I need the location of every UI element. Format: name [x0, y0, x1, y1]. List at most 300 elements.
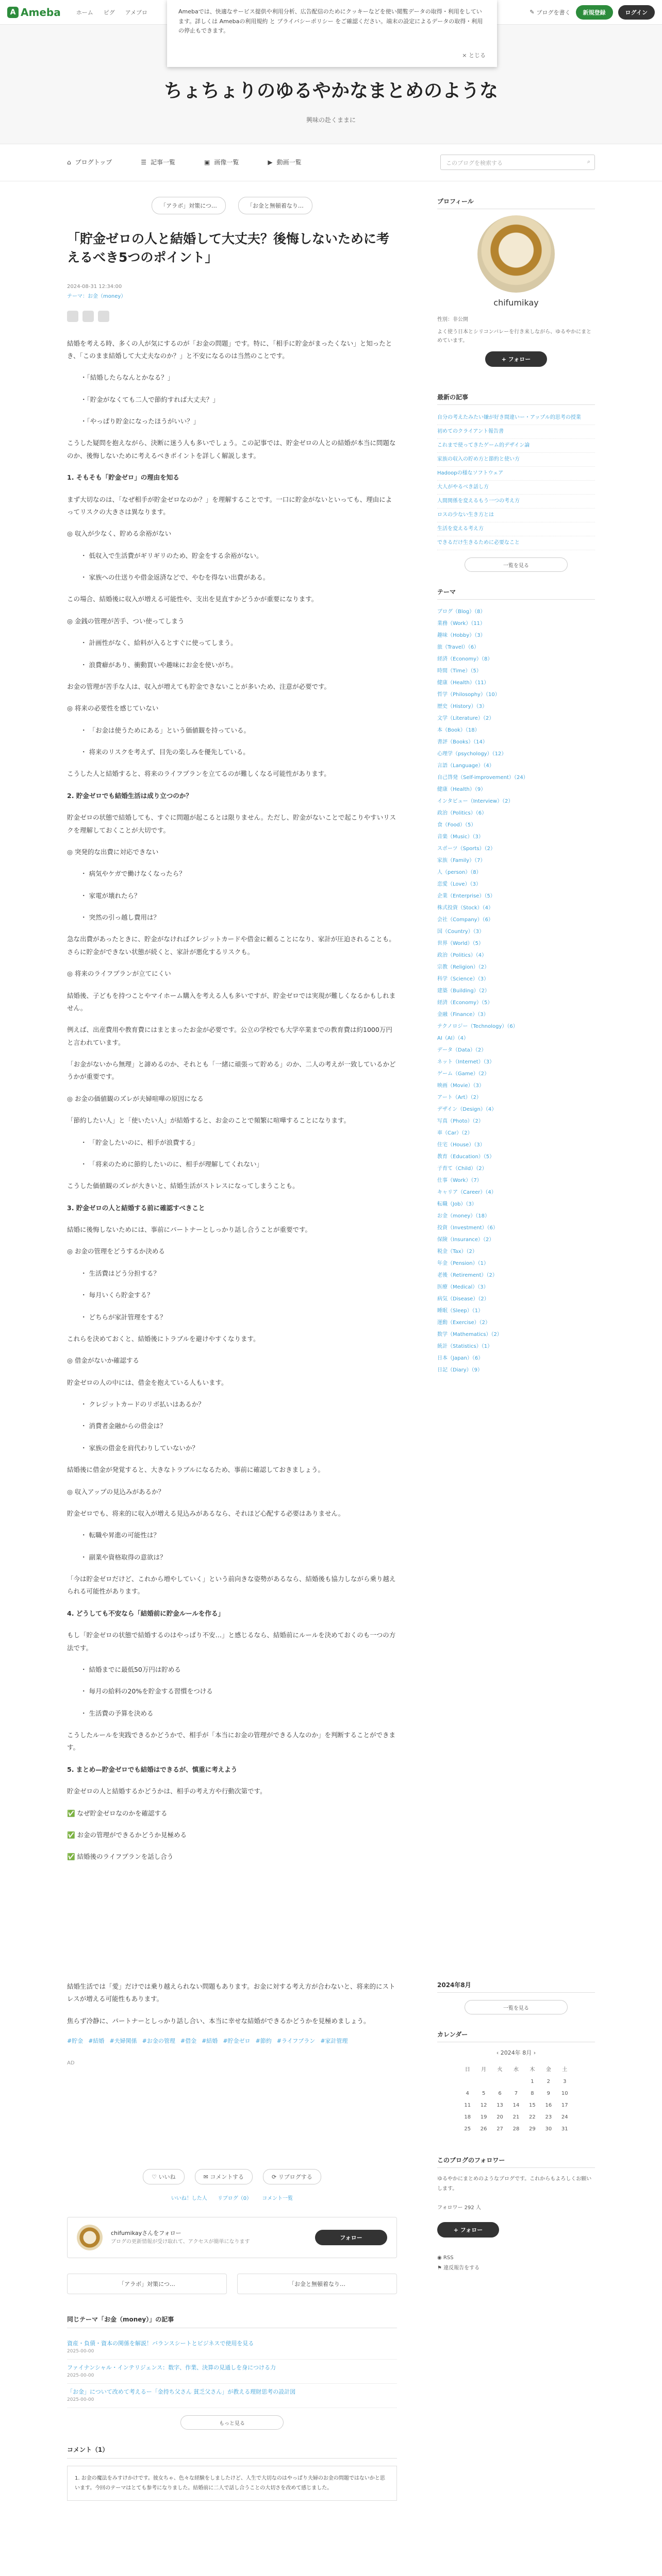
article-pager-top [67, 197, 397, 214]
article [67, 197, 397, 1873]
theme-link[interactable]: 医療（Medical）（3） [437, 1284, 489, 1290]
calendar-weekday: 金 [545, 2067, 551, 2073]
nav-image-list-label: 画像一覧 [214, 159, 239, 166]
article-paragraph: ◎ 収入アップの見込みがあるか？ [67, 1487, 165, 1496]
latest-entry-link[interactable]: 大人がやるべき話し方 [437, 481, 595, 495]
article-paragraph: ・ 「貯金したいのに、相手が浪費する」 [80, 1138, 198, 1146]
article-paragraph: こうした人と結婚すると、将来のライフプランを立てるのが難しくなる可能性があります。 [67, 770, 330, 778]
nav-ameblo[interactable]: アメブロ [125, 9, 148, 16]
hashtag-link[interactable]: #貯金 [67, 2038, 84, 2045]
pen-icon: ✎ [529, 9, 535, 15]
theme-link[interactable]: 哲学（Philosophy）（10） [437, 692, 500, 698]
hashtag-link[interactable]: #貯金ゼロ [223, 2038, 251, 2045]
article-paragraph: 2. 貯金ゼロでも結婚生活は成り立つのか？ [67, 791, 192, 800]
article-paragraph: ・「やっぱり貯金になったほうがいい？」 [80, 417, 200, 425]
theme-link[interactable]: 書評（Books）（14） [437, 739, 488, 745]
followers-text: ゆるやかにまとめのようなブログです。これからもよろしくお願いします。 [437, 2176, 592, 2192]
search-placeholder: このブログを検索する [446, 160, 503, 166]
article-paragraph: ・「結婚したらなんとかなる？」 [80, 374, 174, 382]
nav-video-list[interactable] [268, 158, 301, 166]
theme-link[interactable]: ゲーム（Game）（2） [437, 1071, 490, 1077]
article-paragraph: ・ クレジットカードのリボ払いはあるか？ [80, 1400, 205, 1408]
latest-entry-link[interactable]: できるだけ生きるために必要なこと [437, 536, 595, 550]
archive-more-button[interactable]: 一覧を見る [465, 2000, 568, 2014]
blog-title[interactable]: ちょちょりのゆるやかなまとめのような [163, 80, 498, 101]
calendar-day [492, 2076, 508, 2088]
calendar-day[interactable]: 13 [496, 2103, 503, 2108]
calendar-day[interactable]: 12 [480, 2103, 487, 2108]
theme-link[interactable]: 子育て（Child）（2） [437, 1166, 487, 1172]
followers-follow-button[interactable]: + フォロー [437, 2222, 499, 2238]
rss-icon: ◉ [437, 2255, 443, 2261]
follow-name: chifumikayさんをフォロー [111, 2230, 181, 2237]
theme-link[interactable]: 企業（Enterprise）（5） [437, 893, 495, 899]
nav-entry-list[interactable] [141, 158, 175, 166]
ameba-logo-icon: A [7, 7, 19, 18]
article-paragraph: ・ 毎月いくら貯金する？ [80, 1291, 154, 1299]
article-title: 「貯金ゼロの人と結婚して大丈夫？後悔しないために考えるべき5つのポイント」 [67, 231, 390, 265]
article-paragraph: ◎ お金の価値観のズレが夫婦喧嘩の原因になる [67, 1094, 204, 1103]
article-paragraph: この場合、結婚後に収入が増える可能性や、支出を見直すかどうかが重要になります。 [67, 595, 318, 603]
same-theme-entry[interactable] [67, 2384, 397, 2408]
latest-entry-link[interactable]: 初めてのクライアント報告書 [437, 425, 595, 439]
home-icon: ⌂ [67, 158, 71, 166]
theme-list [437, 606, 595, 1376]
register-button[interactable]: 新規登録 [576, 5, 613, 20]
share-facebook-icon[interactable] [82, 311, 94, 322]
article-paragraph: ◎ 収入が少なく、貯める余裕がない [67, 530, 172, 538]
calendar-next-icon[interactable]: › [532, 2049, 536, 2056]
theme-link[interactable]: ネット（Internet）（3） [437, 1059, 495, 1065]
calendar-day[interactable]: 9 [547, 2091, 550, 2096]
theme-link[interactable]: 歴史（History）（3） [437, 704, 487, 709]
same-theme-entry-title: 資産・負債・資本の関係を解説！バランスシートとビジネスで使用を見る [67, 2340, 254, 2347]
follow-avatar [77, 2225, 103, 2250]
like-button[interactable] [143, 2169, 184, 2184]
article-paragraph: ◎ お金の管理をどうするか決める [67, 1247, 165, 1256]
article-paragraph: もし「貯金ゼロの状態で結婚するのはやっぱり不安…」と感じるなら、結婚前にルールを決めておくのも一つの方法です。 [67, 1631, 396, 1652]
article-footer [67, 1980, 397, 2501]
article-paragraph: ✅ なぜ貯金ゼロなのかを確認する [67, 1809, 168, 1817]
profile-description: よく使う日本とシリコンバレーを行き来しながら、ゆるやかにまとめています。 [437, 329, 592, 344]
calendar-day[interactable]: 11 [464, 2103, 471, 2108]
article-paragraph: ・「貯金がなくても二人で節約すれば大丈夫？」 [80, 395, 219, 403]
theme-link[interactable]: 音楽（Music）（3） [437, 834, 484, 840]
hashtag-link[interactable]: #結婚 [88, 2038, 105, 2045]
ameba-logo-text: Ameba [21, 6, 61, 19]
share-bar [67, 311, 397, 322]
theme-link[interactable]: 車（Car）（2） [437, 1130, 473, 1136]
article-paragraph: ✅ お金の管理ができるかどうか見極める [67, 1831, 187, 1839]
article-paragraph: ・ 「お金は使うためにある」という価値観を持っている。 [80, 726, 250, 734]
article-paragraph: ・ 低収入で生活費がギリギリのため、貯金をする余裕がない。 [80, 551, 263, 560]
comment-icon: ✉ [203, 2174, 210, 2181]
theme-link[interactable]: 政治（Politics）（4） [437, 953, 487, 958]
write-blog-link[interactable] [529, 8, 570, 16]
nav-home[interactable]: ホーム [76, 9, 93, 16]
calendar-weekday: 日 [465, 2067, 470, 2073]
profile-avatar[interactable] [477, 215, 555, 293]
calendar-day[interactable]: 8 [531, 2091, 534, 2096]
article-paragraph: ・ 毎月の給料の20%を貯金する習慣をつける [80, 1687, 213, 1696]
theme-link[interactable]: AI（AI）（4） [437, 1036, 469, 1041]
hashtag-link[interactable]: #借金 [180, 2038, 197, 2045]
theme-link[interactable]: 年金（Pension）（1） [437, 1261, 489, 1266]
article-paragraph: ・ 消費者金融からの借金は？ [80, 1422, 167, 1430]
theme-link[interactable]: デザイン（Design）（4） [437, 1107, 497, 1112]
latest-more-button[interactable]: 一覧を見る [465, 557, 568, 572]
theme-link[interactable]: 運動（Exercise）（2） [437, 1320, 490, 1326]
calendar-day[interactable]: 22 [529, 2114, 536, 2120]
same-theme-entry-date: 2025-00-00 [67, 2372, 94, 2378]
article-paragraph: 「今は貯金ゼロだけど、これから増やしていく」という前向きな姿勢があるなら、結婚後も協力しながら乗り越えられる可能性があります。 [67, 1575, 396, 1596]
calendar-grid [459, 2062, 573, 2135]
prev-entry-pill[interactable]: 「アラボ」対策につ… [152, 197, 226, 214]
article-paragraph: 4. どうしても不安なら「結婚前に貯金ルールを作る」 [67, 1609, 225, 1617]
image-icon: ▣ [204, 158, 210, 166]
hashtag-link[interactable]: #節約 [255, 2038, 272, 2045]
comment-item: 1. お金の魔法をみすけかけです。彼女ちゃ、色々な経験をしましたけど、人生で大切なのはやっぱり夫婦のお金の問題ではないかと思います。今回のテーマはとても参考になりました。結婚前に二人で話し合うことの大切さを改めて感じました。 [67, 2466, 397, 2501]
article-paragraph: 急な出費があったときに、貯金がなければクレジットカードや借金に頼ることになり、家計が圧迫されることも。さらに貯金ができない状態が続くと、家計が悪化するリスクも。 [67, 935, 395, 956]
article-paragraph: ✅ 結婚後のライフプランを話し合う [67, 1853, 174, 1861]
calendar-day[interactable]: 24 [561, 2114, 568, 2120]
latest-heading: 最新の記事 [437, 393, 595, 405]
reaction-bar [67, 2169, 397, 2184]
share-x-icon[interactable] [67, 311, 78, 322]
nav-pigg[interactable]: ピグ [103, 9, 115, 16]
next-entry-link[interactable]: 「お金と無頓着なり… [237, 2274, 397, 2294]
calendar-day[interactable]: 25 [464, 2126, 471, 2132]
theme-link[interactable]: 経済（Economy）（5） [437, 1000, 493, 1006]
followers-heading: このブログのフォロワー [437, 2156, 595, 2168]
report-label: 違反報告をする [443, 2265, 480, 2271]
theme-link[interactable]: 日記（Diary）（9） [437, 1367, 483, 1373]
login-button[interactable]: ログイン [618, 5, 655, 20]
ad-label: AD [67, 2060, 75, 2066]
article-paragraph: ・ 生活費はどう分担する？ [80, 1269, 160, 1277]
calendar-day[interactable]: 20 [496, 2114, 503, 2120]
calendar-month: 2024年 8月 [500, 2049, 532, 2056]
comment-button[interactable] [195, 2169, 253, 2184]
theme-link[interactable]: 映画（Movie）（3） [437, 1083, 484, 1089]
theme-link[interactable]: 旅（Travel）（6） [437, 645, 479, 650]
theme-link[interactable]: 世界（World）（5） [437, 941, 484, 946]
same-theme-more-button[interactable]: もっと見る [180, 2415, 284, 2430]
theme-link[interactable]: 恋愛（Love）（3） [437, 882, 481, 887]
article-paragraph: ・ 結婚までに最低50万円は貯める [80, 1665, 181, 1673]
theme-link[interactable]: 宗教（Religion）（2） [437, 964, 490, 970]
ameba-logo[interactable] [7, 6, 61, 19]
comments-heading: コメント（1） [67, 2445, 397, 2459]
calendar-day[interactable]: 26 [480, 2126, 487, 2132]
calendar-day [459, 2076, 475, 2088]
hashtag-link[interactable]: #夫婦関係 [109, 2038, 137, 2045]
theme-link[interactable]: キャリア（Career）（4） [437, 1190, 496, 1195]
article-paragraph: ・ 家族への仕送りや借金返済などで、やむを得ない出費がある。 [80, 573, 270, 581]
theme-link[interactable]: 健康（Health）（11） [437, 680, 489, 686]
latest-entry-link[interactable]: 家族の収入の貯め方と節約と使い方 [437, 453, 595, 467]
article-paragraph: ・ 「将来のために節約したいのに、相手が理解してくれない」 [80, 1160, 263, 1168]
calendar-day[interactable]: 15 [529, 2103, 536, 2108]
same-theme-heading: 同じテーマ「お金（money）」の記事 [67, 2315, 397, 2328]
reaction-sub-links [67, 2194, 397, 2201]
latest-entry-link[interactable]: 生活を変える考え方 [437, 522, 595, 536]
calendar-weekday: 水 [513, 2067, 519, 2073]
follow-box-button[interactable]: フォロー [315, 2230, 387, 2245]
theme-link[interactable]: 国（Country）（3） [437, 929, 485, 935]
calendar-day [508, 2076, 524, 2088]
theme-link[interactable]: 家族（Family）（7） [437, 858, 486, 863]
theme-link[interactable]: 住宅（House）（3） [437, 1142, 485, 1148]
theme-link[interactable]: 投資（Investment）（6） [437, 1225, 499, 1231]
nav-video-list-label: 動画一覧 [276, 159, 302, 166]
theme-link[interactable]: アート（Art）（2） [437, 1095, 482, 1100]
closing-paragraph: 結婚生活では「愛」だけでは乗り越えられない問題もあります。お金に対する考え方が合わないと、将来的にストレスが増える可能性もあります。 [67, 1982, 395, 2003]
calendar-weekday: 土 [562, 2067, 568, 2073]
write-blog-label: ブログを書く [536, 9, 571, 16]
nav-entry-list-label: 記事一覧 [151, 159, 176, 166]
article-paragraph: 貯金ゼロでも、将来的に収入が増える見込みがあるなら、それほど心配する必要はありません。 [67, 1509, 345, 1517]
calendar-day[interactable]: 19 [480, 2114, 487, 2120]
calendar-day [475, 2076, 491, 2088]
same-theme-list [67, 2335, 397, 2408]
calendar-day[interactable]: 17 [561, 2103, 568, 2108]
calendar-day[interactable]: 4 [466, 2091, 469, 2096]
article-paragraph: こうした価値観のズレが大きいと、結婚生活がストレスになってしまうことも。 [67, 1182, 299, 1190]
hashtag-link[interactable]: #結婚 [202, 2038, 218, 2045]
theme-link[interactable]: テクノロジー（Technology）（6） [437, 1024, 518, 1029]
article-paragraph: 貯金ゼロの人の中には、借金を抱えている人もいます。 [67, 1378, 228, 1386]
calendar-weekday: 木 [529, 2067, 535, 2073]
hashtag-link[interactable]: #ライフプラン [276, 2038, 316, 2045]
theme-link[interactable]: 時間（Time）（5） [437, 668, 482, 674]
article-paragraph: ・ 突然の引っ越し費用は？ [80, 913, 160, 921]
reblog-count-link[interactable]: リブログ（0） [217, 2196, 252, 2202]
latest-entry-link[interactable]: Hadoopの様なソフトウェア [437, 467, 595, 481]
sidebar [437, 197, 595, 1376]
theme-link[interactable]: 教育（Education）（5） [437, 1154, 495, 1160]
article-paragraph: ◎ 借金がないか確認する [67, 1357, 139, 1365]
hashtag-link[interactable]: #お金の管理 [142, 2038, 175, 2045]
article-paragraph: 例えば、出産費用や教育費にはまとまったお金が必要です。公立の学校でも大学卒業までの教育費は約1000万円と言われています。 [67, 1026, 392, 1046]
theme-link[interactable]: 食（Food）（5） [437, 822, 476, 828]
calendar-day[interactable]: 21 [512, 2114, 520, 2120]
entry-pager-bottom [67, 2274, 397, 2294]
prev-entry-link[interactable]: 「アラボ」対策につ… [67, 2274, 227, 2294]
calendar-day[interactable]: 14 [512, 2103, 520, 2108]
same-theme-entry[interactable] [67, 2360, 397, 2384]
article-paragraph: ・ 家電が壊れたら？ [80, 891, 141, 900]
follow-description: ブログの更新情報が受け取れて、アクセスが簡単になります [111, 2239, 250, 2245]
list-icon: ☰ [141, 158, 147, 166]
calendar-day[interactable]: 28 [512, 2126, 520, 2132]
article-paragraph: 「お金がないから無理」と諦めるのか、それとも「一緒に頑張って貯める」のか、二人の考えが一致しているかどうかが重要です。 [67, 1060, 396, 1081]
calendar-day[interactable]: 7 [514, 2091, 518, 2096]
profile-name[interactable]: chifumikay [493, 298, 539, 308]
calendar-weekday: 月 [481, 2067, 487, 2073]
global-nav [76, 8, 147, 16]
latest-list [437, 411, 595, 550]
article-paragraph: ◎ 金銭の管理が苦手、つい使ってしまう [67, 617, 185, 625]
article-paragraph: ・ 生活費の予算を決める [80, 1709, 154, 1717]
article-paragraph: 貯金ゼロの状態で結婚しても、すぐに問題が起こるとは限りません。ただし、貯金がないことで起こりやすいリスクを理解しておくことが大切です。 [67, 814, 396, 834]
theme-link[interactable]: 健康（Health）（9） [437, 787, 486, 792]
article-paragraph: ・ 家族の借金を肩代わりしていないか？ [80, 1444, 198, 1452]
latest-entry-link[interactable]: ロスの少ない生き方とは [437, 509, 595, 522]
theme-link[interactable]: 日本（Japan）（6） [437, 1355, 484, 1361]
article-paragraph: こうしたルールを実践できるかどうかで、相手が「本当にお金の管理ができる人なのか」を判断することができます。 [67, 1731, 396, 1752]
calendar-day[interactable]: 30 [545, 2126, 552, 2132]
cookie-close-button[interactable]: × とじる [462, 52, 486, 59]
theme-link[interactable]: インタビュー（Interview）（2） [437, 799, 514, 804]
article-paragraph: ◎ 将来の必要性を感じていない [67, 704, 159, 713]
theme-link[interactable]: 数学（Mathematics）（2） [437, 1332, 502, 1337]
theme-link[interactable]: 株式投資（Stock）（4） [437, 905, 494, 911]
calendar-day[interactable]: 1 [531, 2079, 534, 2084]
nav-image-list[interactable] [204, 158, 239, 166]
theme-link[interactable]: 科学（Science）（3） [437, 976, 489, 982]
nav-blog-top-label: ブログトップ [75, 159, 112, 166]
article-paragraph: これらを決めておくと、結婚後にトラブルを避けやすくなります。 [67, 1334, 260, 1343]
article-theme-link[interactable]: テーマ：お金（money） [67, 293, 126, 299]
followers-count: フォロワー 292 人 [437, 2205, 481, 2211]
calendar-weekday: 火 [497, 2067, 503, 2073]
theme-heading: テーマ [437, 587, 595, 600]
blog-nav [0, 144, 662, 181]
comment-list-link[interactable]: コメント一覧 [262, 2196, 293, 2202]
calendar-day[interactable]: 3 [563, 2079, 567, 2084]
theme-link[interactable]: 政治（Politics）（6） [437, 810, 487, 816]
article-paragraph: ・ 病気やケガで働けなくなったら？ [80, 870, 186, 878]
theme-link[interactable]: 建築（Building）（2） [437, 988, 490, 994]
calendar-day[interactable]: 10 [561, 2091, 568, 2096]
calendar-day[interactable]: 2 [547, 2079, 550, 2084]
theme-link[interactable]: 老後（Retirement）（2） [437, 1273, 498, 1278]
article-paragraph: 5. まとめ—貯金ゼロでも結婚はできるが、慎重に考えよう [67, 1765, 238, 1773]
liked-users-link[interactable]: いいね！した人 [171, 2196, 207, 2202]
theme-link[interactable]: 病気（Disease）（2） [437, 1296, 489, 1302]
calendar-prev-icon[interactable]: ‹ [496, 2049, 501, 2056]
hashtag-link[interactable]: #家計管理 [320, 2038, 348, 2045]
profile-stats: 性別：非公開 [437, 317, 468, 323]
nav-blog-top[interactable] [67, 158, 112, 166]
theme-link[interactable]: 文学（Literature）（2） [437, 716, 494, 721]
article-paragraph: こうした疑問を抱えながら、決断に迷う人も多いでしょう。この記事では、貯金ゼロの人との結婚が本当に問題なのか、後悔しないために考えるべきポイントを詳しく解説します。 [67, 439, 396, 460]
reblog-icon: ⟳ [272, 2174, 278, 2181]
calendar-day[interactable]: 16 [545, 2103, 552, 2108]
sidebar-lower [437, 1980, 595, 2274]
comment-label: コメントする [210, 2174, 244, 2181]
article-paragraph: 1. そもそも「貯金ゼロ」の理由を知る [67, 473, 179, 482]
same-theme-entry-date: 2025-00-00 [67, 2397, 94, 2402]
theme-link[interactable]: 言語（Language）（4） [437, 763, 494, 769]
follow-box [67, 2217, 397, 2258]
article-paragraph: ・ どちらが家計管理をする？ [80, 1313, 167, 1321]
blog-subtitle: 興味の赴くままに [306, 116, 356, 124]
same-theme-entry[interactable] [67, 2335, 397, 2360]
theme-link[interactable]: 本（Book）（18） [437, 727, 480, 733]
theme-link[interactable]: 税金（Tax）（2） [437, 1249, 477, 1255]
calendar [459, 2048, 573, 2135]
flag-icon: ⚑ [437, 2265, 444, 2271]
blog-search-input[interactable] [440, 155, 595, 170]
latest-entry-link[interactable]: 自分の考えたみたい嫌が好き間違いー・アップル的思考の授業 [437, 411, 595, 425]
lower-section [0, 1968, 662, 2576]
calendar-day[interactable]: 29 [529, 2126, 536, 2132]
calendar-day[interactable]: 31 [561, 2126, 568, 2132]
calendar-day[interactable]: 6 [498, 2091, 502, 2096]
latest-entry-link[interactable]: これまで使ってきたゲーム的デザイン論 [437, 439, 595, 453]
heart-icon: ♡ [152, 2174, 159, 2181]
theme-link[interactable]: スポーツ（Sports）（2） [437, 846, 496, 852]
calendar-day[interactable]: 23 [545, 2114, 552, 2120]
theme-link[interactable]: 睡眠（Sleep）（1） [437, 1308, 484, 1314]
theme-link[interactable]: 趣味（Hobby）（3） [437, 633, 486, 638]
same-theme-entry-title: 「お金」について改めて考えるー「金持ち父さん 貧乏父さん」が教える理財思考の設計図 [67, 2388, 296, 2396]
article-paragraph: 貯金ゼロの人と結婚するかどうかは、相手の考え方や行動次第です。 [67, 1787, 267, 1795]
theme-link[interactable]: 統計（Statistics）（1） [437, 1344, 493, 1349]
rss-label: RSS [443, 2255, 454, 2261]
calendar-title [459, 2048, 573, 2057]
article-date: 2024-08-31 12:34:00 [67, 283, 122, 290]
latest-entry-link[interactable]: 人間関係を変えるもう一つの考え方 [437, 495, 595, 509]
share-line-icon[interactable] [98, 311, 109, 322]
cookie-text: Amebaでは、快適なサービス提供や利用分析、広告配信のためにクッキーなどを使い閲覧データの取得・利用をしています。詳しくは Amebaの利用規約 と プライバシーポリシー をご確認ください。端末の設定によるデータの取得・利用の停止もできます。 [178, 8, 483, 35]
article-paragraph: 結婚後、子どもを持つことやマイホーム購入を考える人も多いですが、貯金ゼロでは実現が難しくなるかもしれません。 [67, 991, 396, 1012]
theme-link[interactable]: 転職（Job）（3） [437, 1201, 477, 1207]
article-paragraph: ・ 将来のリスクを考えず、目先の楽しみを優先している。 [80, 748, 250, 756]
next-entry-pill[interactable]: 「お金と無頓着なり… [238, 197, 312, 214]
theme-link[interactable]: 業務（Work）（11） [437, 621, 486, 626]
theme-link[interactable]: 経済（Economy）（8） [437, 656, 493, 662]
cookie-banner [167, 0, 497, 67]
article-paragraph: ・ 浪費癖があり、衝動買いや趣味にお金を使いがち。 [80, 660, 237, 669]
article-theme[interactable] [67, 292, 397, 299]
like-label: いいね [158, 2174, 176, 2181]
reblog-button[interactable] [263, 2169, 321, 2184]
article-paragraph: 結婚後に借金が発覚すると、大きなトラブルになるため、事前に確認しておきましょう。 [67, 1466, 325, 1474]
rss-link[interactable] [437, 2253, 595, 2263]
theme-link[interactable]: お金（money）（18） [437, 1213, 490, 1219]
calendar-day[interactable]: 18 [464, 2114, 471, 2120]
article-paragraph: お金の管理が苦手な人は、収入が増えても貯金できないことが多いため、注意が必要です。 [67, 682, 331, 690]
theme-link[interactable]: データ（Data）（2） [437, 1047, 487, 1053]
calendar-day[interactable]: 5 [482, 2091, 486, 2096]
theme-link[interactable]: 人（person）（8） [437, 870, 482, 875]
article-paragraph: 結婚に後悔しないためには、事前にパートナーとしっかり話し合うことが重要です。 [67, 1226, 312, 1233]
header-actions [529, 5, 655, 20]
theme-link[interactable]: ブログ（Blog）（8） [437, 609, 486, 615]
theme-link[interactable]: 保険（Insurance）（2） [437, 1237, 494, 1243]
theme-link[interactable]: 心理学（psychology）（12） [437, 751, 507, 757]
same-theme-entry-date: 2025-00-00 [67, 2348, 94, 2354]
theme-link[interactable]: 会社（Company）（6） [437, 917, 493, 923]
search-icon[interactable]: ⌕ [587, 158, 590, 165]
calendar-heading: カレンダー [437, 2030, 595, 2042]
theme-link[interactable]: 金融（Finance）（3） [437, 1012, 489, 1018]
hashtag-list [67, 2037, 397, 2045]
article-paragraph: 3. 貯金ゼロの人と結婚する前に確認すべきこと [67, 1204, 205, 1212]
article-body [67, 337, 397, 1863]
profile-follow-button[interactable]: + フォロー [485, 351, 547, 367]
theme-link[interactable]: 自己啓発（Self-improvement）（24） [437, 775, 528, 781]
theme-link[interactable]: 写真（Photo）（2） [437, 1118, 484, 1124]
profile-heading: プロフィール [437, 197, 595, 209]
calendar-day[interactable]: 27 [496, 2126, 503, 2132]
report-link[interactable] [437, 2263, 595, 2274]
theme-link[interactable]: 仕事（Work）（7） [437, 1178, 482, 1183]
closing-paragraph-2: 焦らず冷静に、パートナーとしっかり話し合い、本当に幸せな結婚ができるかどうかを見極めましょう。 [67, 2016, 370, 2025]
